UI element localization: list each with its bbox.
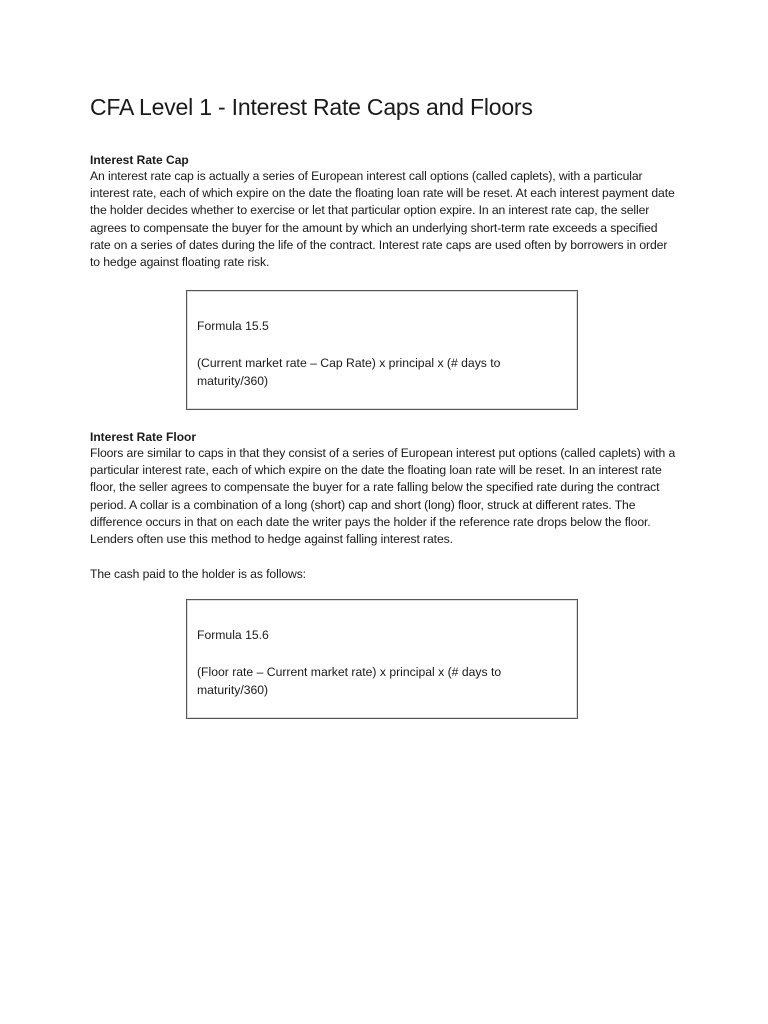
formula-15-5-box bbox=[186, 290, 578, 410]
formula-15-6-label: Formula 15.6 bbox=[197, 628, 269, 642]
cap-paragraph: An interest rate cap is actually a series of European interest call options (called caplets), with a particular interest rate, each of which expire on the date the floating loan rate will be reset. At each interest payment date the holder decides whether to exercise or let that particular option expire. In an interest rate cap, the seller agrees to compensate the buyer for the amount by which an underlying short-term rate exceeds a specified rate on a series of dates during the life of the contract. Interest rate caps are used often by borrowers in order to hedge against floating rate risk. bbox=[90, 169, 675, 270]
page-title: CFA Level 1 - Interest Rate Caps and Floors bbox=[90, 94, 533, 120]
formula-15-6-box bbox=[186, 599, 578, 719]
formula-15-5-label: Formula 15.5 bbox=[197, 319, 269, 333]
floor-paragraph: Floors are similar to caps in that they consist of a series of European interest put options (called caplets) with a particular interest rate, each of which expire on the date the floating loan rate will be reset. In an interest rate floor, the seller agrees to compensate the buyer for a rate falling below the specified rate during the contract period. A collar is a combination of a long (short) cap and short (long) floor, struck at different rates. The difference occurs in that on each date the writer pays the holder if the reference rate drops below the floor. Lenders often use this method to hedge against falling interest rates. bbox=[90, 446, 676, 547]
cash-note: The cash paid to the holder is as follows: bbox=[90, 567, 306, 581]
formula-15-5-text: (Current market rate – Cap Rate) x principal x (# days to maturity/360) bbox=[197, 356, 501, 388]
formula-15-6-text: (Floor rate – Current market rate) x principal x (# days to maturity/360) bbox=[197, 665, 502, 697]
cap-heading: Interest Rate Cap bbox=[90, 153, 189, 167]
floor-heading: Interest Rate Floor bbox=[90, 430, 197, 444]
